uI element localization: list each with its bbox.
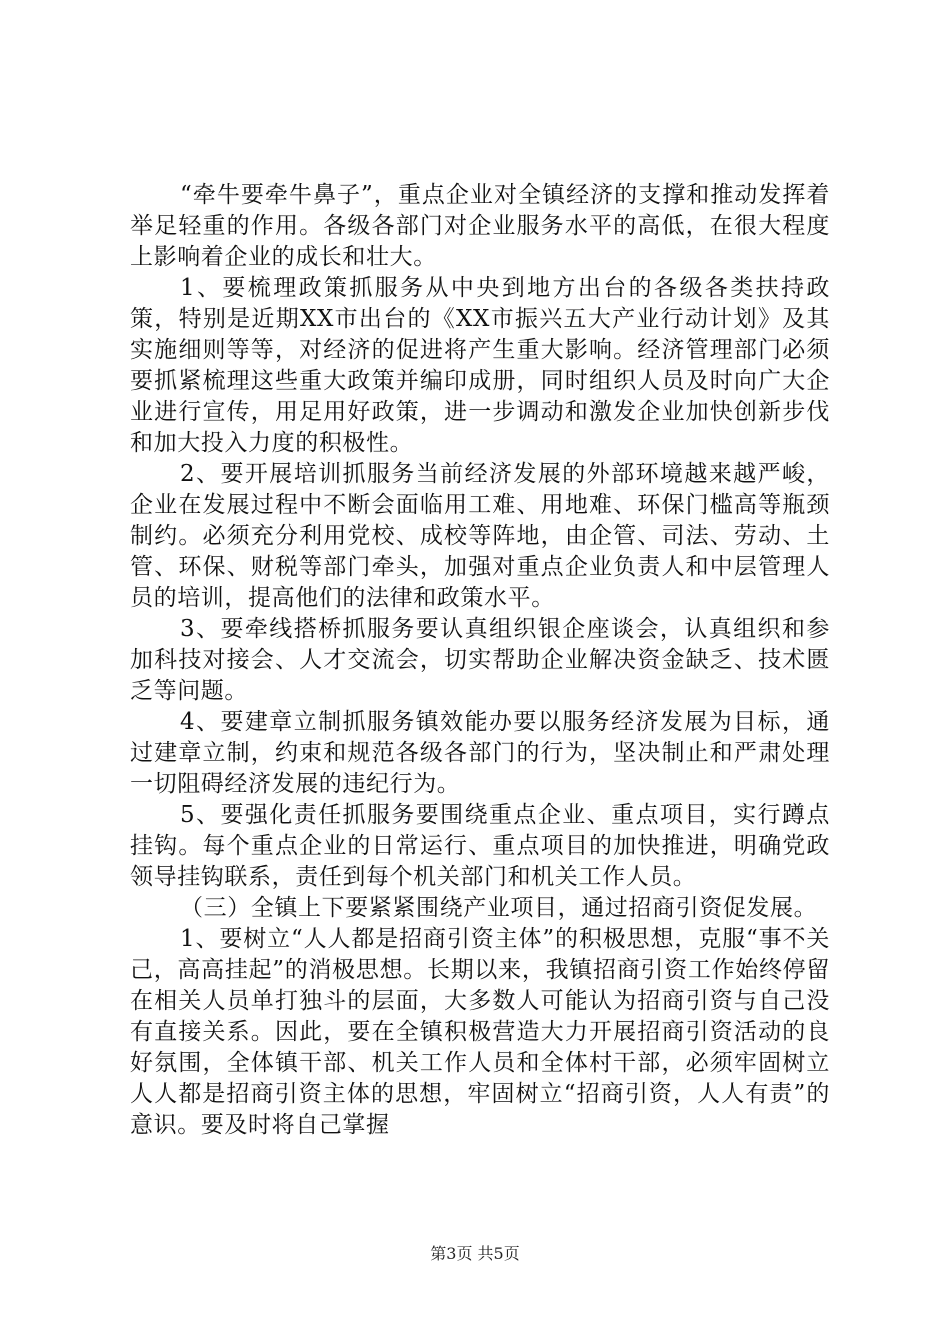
paragraph-section-heading: （三）全镇上下要紧紧围绕产业项目，通过招商引资促发展。 <box>180 895 818 921</box>
paragraph-bridge-service: 3、要牵线搭桥抓服务要认真组织银企座谈会，认真组织和参加科技对接会、人才交流会，切实帮助企业解决资金缺乏、技术匮乏等问题。 <box>130 616 830 704</box>
paragraph-rules-service: 4、要建章立制抓服务镇效能办要以服务经济发展为目标，通过建章立制，约束和规范各级各部门的行为，坚决制止和严肃处理一切阻碍经济发展的违纪行为。 <box>130 709 830 797</box>
paragraph-training-service: 2、要开展培训抓服务当前经济发展的外部环境越来越严峻，企业在发展过程中不断会面临用工难、用地难、环保门槛高等瓶颈制约。必须充分利用党校、成校等阵地，由企管、司法、劳动、土管、环保、财税等部门牵头，加强对重点企业负责人和中层管理人员的培训，提高他们的法律和政策水平。 <box>130 461 830 611</box>
paragraph-intro: “牵牛要牵牛鼻子”，重点企业对全镇经济的支撑和推动发挥着举足轻重的作用。各级各部门对企业服务水平的高低，在很大程度上影响着企业的成长和壮大。 <box>130 182 830 270</box>
page-number-footer: 第3页 共5页 <box>430 1244 520 1263</box>
document-body <box>130 180 830 1141</box>
paragraph-responsibility-service: 5、要强化责任抓服务要围绕重点企业、重点项目，实行蹲点挂钩。每个重点企业的日常运行、重点项目的加快推进，明确党政领导挂钩联系，责任到每个机关部门和机关工作人员。 <box>130 802 830 890</box>
paragraph-investment-mindset: 1、要树立“人人都是招商引资主体”的积极思想，克服“事不关己，高高挂起”的消极思想。长期以来，我镇招商引资工作始终停留在相关人员单打独斗的层面，大多数人可能认为招商引资与自己没有直接关系。因此，要在全镇积极营造大力开展招商引资活动的良好氛围，全体镇干部、机关工作人员和全体村干部，必须牢固树立人人都是招商引资主体的思想，牢固树立“招商引资，人人有责”的意识。要及时将自己掌握 <box>130 926 830 1138</box>
paragraph-policy-service: 1、要梳理政策抓服务从中央到地方出台的各级各类扶持政策，特别是近期XX市出台的《XX市振兴五大产业行动计划》及其实施细则等等，对经济的促进将产生重大影响。经济管理部门必须要抓紧梳理这些重大政策并编印成册，同时组织人员及时向广大企业进行宣传，用足用好政策，进一步调动和激发企业加快创新步伐和加大投入力度的积极性。 <box>130 275 830 456</box>
